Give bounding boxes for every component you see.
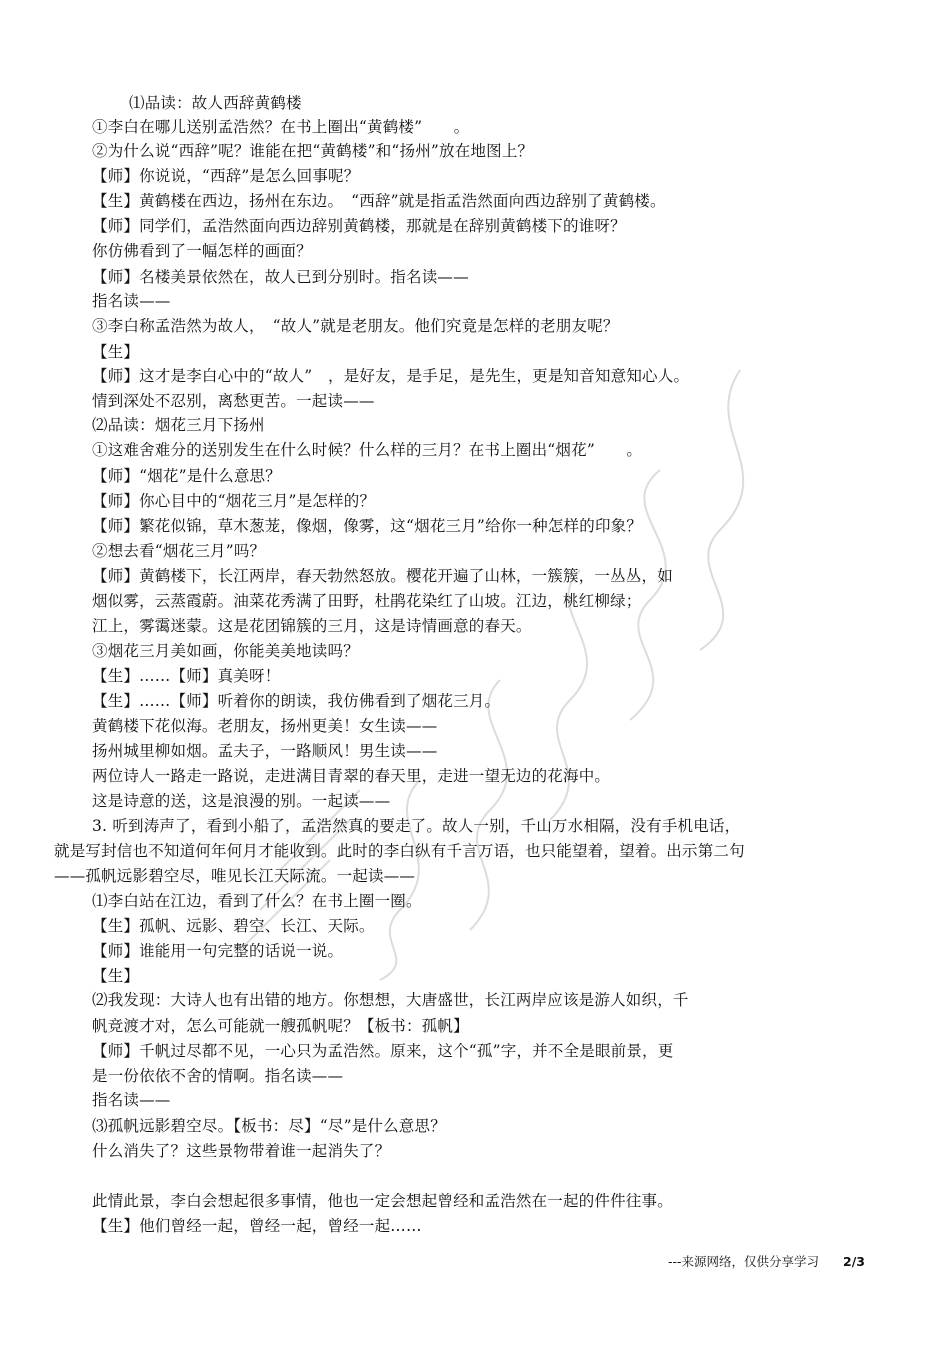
text-line: 【生】	[92, 967, 140, 985]
text-line: 帆竞渡才对，怎么可能就一艘孤帆呢？【板书：孤帆】	[92, 1017, 469, 1035]
text-line: 两位诗人一路走一路说，走进满目青翠的春天里，走进一望无边的花海中。	[92, 767, 611, 785]
text-line: ①这难舍难分的送别发生在什么时候？什么样的三月？在书上圈出“烟花” 。	[92, 441, 643, 459]
text-line: 【生】孤帆、远影、碧空、长江、天际。	[92, 917, 375, 935]
text-line: 【生】……【师】听着你的朗读，我仿佛看到了烟花三月。	[92, 692, 501, 710]
text-line: 黄鹤楼下花似海。老朋友，扬州更美！女生读——	[92, 717, 438, 735]
text-line: 【师】“烟花”是什么意思？	[92, 467, 281, 485]
text-line: 烟似雾，云蒸霞蔚。油菜花秀满了田野，杜鹃花染红了山坡。江边，桃红柳绿；	[92, 592, 642, 610]
text-line: 什么消失了？这些景物带着谁一起消失了？	[92, 1142, 391, 1160]
text-line: ⑵品读：烟花三月下扬州	[92, 416, 265, 434]
text-line: ②为什么说“西辞”呢？谁能在把“黄鹤楼”和“扬州”放在地图上？	[92, 142, 534, 160]
text-line: 【师】名楼美景依然在，故人已到分别时。指名读——	[92, 268, 469, 286]
text-line: 【生】	[92, 343, 140, 361]
text-line: ⑵我发现：大诗人也有出错的地方。你想想，大唐盛世，长江两岸应该是游人如织，千	[92, 991, 689, 1009]
text-line: ①李白在哪儿送别孟浩然？在书上圈出“黄鹤楼” 。	[92, 118, 470, 136]
text-line: 【师】你说说，“西辞”是怎么回事呢？	[92, 167, 360, 185]
text-line: 3. 听到涛声了，看到小船了，孟浩然真的要走了。故人一别，千山万水相隔，没有手机电话，	[92, 817, 741, 835]
text-line: ③烟花三月美如画，你能美美地读吗？	[92, 642, 359, 660]
text-line: 情到深处不忍别，离愁更苦。一起读——	[92, 392, 375, 410]
text-line: ⑴品读：故人西辞黄鹤楼	[129, 94, 302, 112]
text-line: ③李白称孟浩然为故人， “故人”就是老朋友。他们究竟是怎样的老朋友呢？	[92, 317, 619, 335]
text-line: 这是诗意的送，这是浪漫的别。一起读——	[92, 792, 391, 810]
text-line: 此情此景，李白会想起很多事情，他也一定会想起曾经和孟浩然在一起的件件往事。	[92, 1192, 673, 1210]
text-line: 【师】谁能用一句完整的话说一说。	[92, 942, 344, 960]
text-line: 【师】这才是李白心中的“故人” ，是好友，是手足，是先生，更是知音知意知心人。	[92, 367, 690, 385]
text-line: 【师】你心目中的“烟花三月”是怎样的？	[92, 492, 376, 510]
text-line: ——孤帆远影碧空尽，唯见长江天际流。一起读——	[54, 867, 416, 885]
text-line: 【师】同学们，孟浩然面向西边辞别黄鹤楼，那就是在辞别黄鹤楼下的谁呀？	[92, 217, 626, 235]
page-footer	[668, 1252, 865, 1270]
text-line: 【师】千帆过尽都不见，一心只为孟浩然。原来，这个“孤”字，并不全是眼前景，更	[92, 1042, 674, 1060]
text-line: ⑴李白站在江边，看到了什么？在书上圈一圈。	[92, 892, 422, 910]
text-line: ⑶孤帆远影碧空尽。【板书：尽】“尽”是什么意思？	[92, 1117, 446, 1135]
text-line: 是一份依依不舍的情啊。指名读——	[92, 1067, 344, 1085]
text-line: 扬州城里柳如烟。孟夫子，一路顺风！男生读——	[92, 742, 438, 760]
text-line: 就是写封信也不知道何年何月才能收到。此时的李白纵有千言万语，也只能望着，望着。出示第二句	[54, 842, 745, 860]
text-line: 【生】……【师】真美呀！	[92, 667, 281, 685]
text-line: 你仿佛看到了一幅怎样的画面？	[92, 242, 312, 260]
text-line: 【生】黄鹤楼在西边，扬州在东边。 “西辞”就是指孟浩然面向西边辞别了黄鹤楼。	[92, 192, 666, 210]
text-line: 【师】繁花似锦，草木葱茏，像烟，像雾，这“烟花三月”给你一种怎样的印象？	[92, 517, 643, 535]
text-line: ②想去看“烟花三月”吗？	[92, 542, 266, 560]
page-number: 2/3	[843, 1254, 866, 1269]
text-line: 【生】他们曾经一起，曾经一起，曾经一起……	[92, 1217, 422, 1235]
text-line: 【师】黄鹤楼下，长江两岸，春天勃然怒放。樱花开遍了山林，一簇簇，一丛丛，如	[92, 567, 673, 585]
text-line: 江上，雾霭迷蒙。这是花团锦簇的三月，这是诗情画意的春天。	[92, 617, 532, 635]
footer-source: ---来源网络，仅供分享学习	[668, 1254, 820, 1269]
text-line: 指名读——	[92, 1091, 171, 1109]
text-line: 指名读——	[92, 292, 171, 310]
